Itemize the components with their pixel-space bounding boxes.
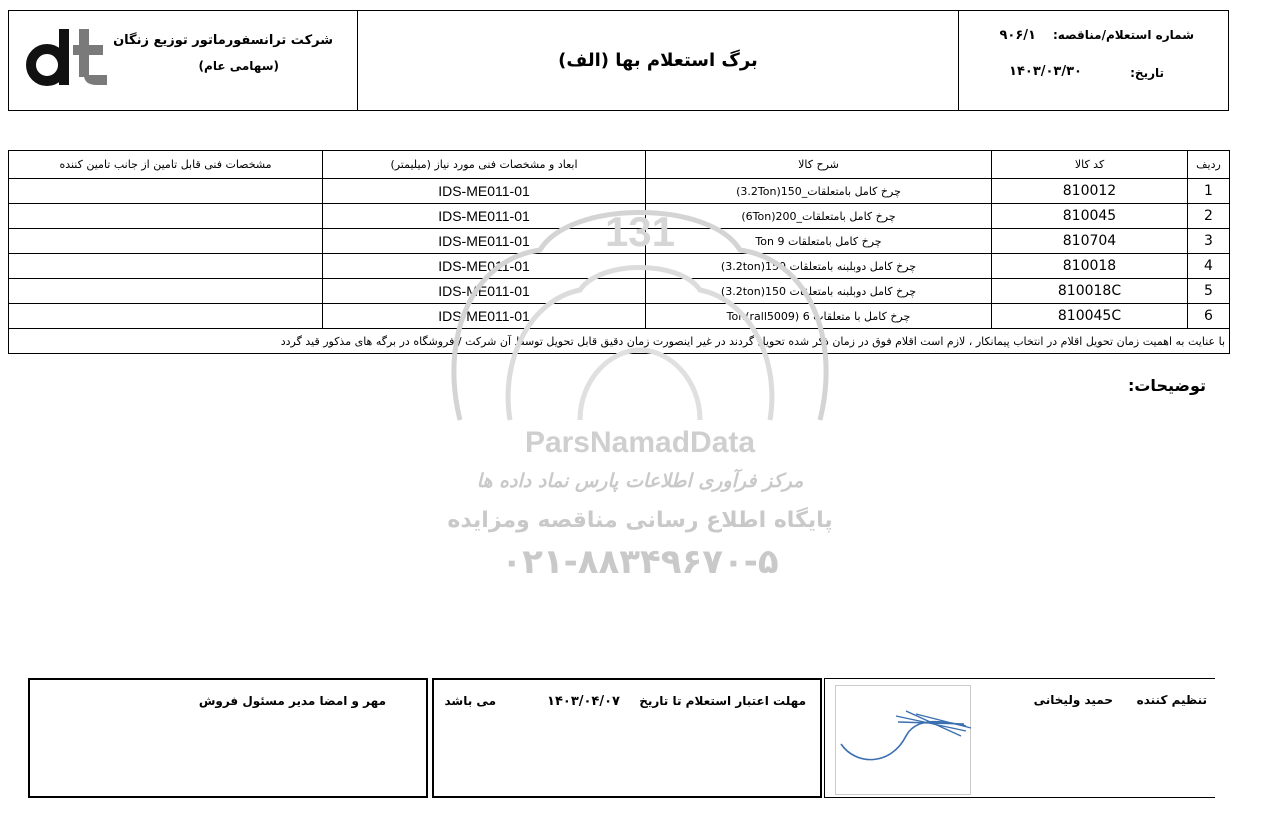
header-dimensions: ابعاد و مشخصات فنی مورد نیاز (میلیمتر) — [323, 151, 646, 179]
watermark-line-1: مرکز فرآوری اطلاعات پارس نماد داده ها — [476, 470, 804, 492]
header-supplier-specs: مشخصات فنی قابل تامین از جانب تامین کننده — [9, 151, 323, 179]
inquiry-number-label: شماره استعلام/مناقصه: — [1053, 28, 1194, 42]
row-number: 1 — [1188, 179, 1230, 204]
stamp-label: مهر و امضا مدیر مسئول فروش — [198, 694, 386, 708]
item-spec: IDS-ME011-01 — [323, 204, 646, 229]
watermark-digits: 131 — [604, 208, 676, 255]
item-description: چرخ کامل دوبلبنه بامتعلقات 150(3.2ton) — [646, 254, 992, 279]
item-description: چرخ کامل با متعلقات 6 (Ton(rall5009 — [646, 304, 992, 329]
inquiry-number: ۹۰۶/۱ — [999, 28, 1036, 43]
table-header-row — [9, 151, 1230, 179]
row-number: 5 — [1188, 279, 1230, 304]
validity-label: مهلت اعتبار استعلام تا تاریخ — [639, 694, 806, 708]
row-number: 6 — [1188, 304, 1230, 329]
item-code: 810704 — [992, 229, 1188, 254]
item-code: 810012 — [992, 179, 1188, 204]
item-description: چرخ کامل بامتعلقات 9 Ton — [646, 229, 992, 254]
item-spec: IDS-ME011-01 — [323, 279, 646, 304]
item-spec: IDS-ME011-01 — [323, 179, 646, 204]
signature-icon — [836, 686, 972, 796]
item-code: 810018C — [992, 279, 1188, 304]
watermark-line-2: پایگاه اطلاع رسانی مناقصه ومزایده — [447, 508, 833, 533]
items-table — [8, 150, 1230, 354]
company-block — [9, 11, 358, 110]
item-code: 810018 — [992, 254, 1188, 279]
supplier-spec-cell[interactable] — [9, 204, 323, 229]
row-number: 3 — [1188, 229, 1230, 254]
prepared-by-box — [824, 678, 1215, 798]
validity-suffix: می باشد — [444, 694, 496, 708]
header-code: کد کالا — [992, 151, 1188, 179]
delivery-note: با عنایت به اهمیت زمان تحویل اقلام در انتخاب پیمانکار ، لازم است اقلام فوق در زمان ذکر شده تحویل گردند در غیر اینصورت زمان دقیق قابل تحویل توسط آن شرکت / فروشگاه در برگه های مذکور قید گردد — [9, 329, 1230, 354]
table-row — [9, 279, 1230, 304]
row-number: 4 — [1188, 254, 1230, 279]
footer-signature-block — [28, 678, 1215, 798]
table-row — [9, 229, 1230, 254]
watermark-phone: ۰۲۱-۸۸۳۴۹۶۷۰-۵ — [501, 542, 779, 582]
company-type: (سهامی عام) — [198, 59, 279, 73]
supplier-spec-cell[interactable] — [9, 304, 323, 329]
item-description: چرخ کامل بامتعلقات_150(3.2Ton) — [646, 179, 992, 204]
item-description: چرخ کامل بامتعلقات_200(6Ton) — [646, 204, 992, 229]
sales-manager-box — [28, 678, 428, 798]
prepared-by-label: تنظیم کننده — [1136, 693, 1207, 707]
item-spec: IDS-ME011-01 — [323, 254, 646, 279]
signature-area — [835, 685, 971, 795]
table-row — [9, 204, 1230, 229]
title-block — [358, 11, 959, 110]
validity-date: ۱۴۰۳/۰۴/۰۷ — [547, 694, 620, 709]
table-row — [9, 254, 1230, 279]
row-number: 2 — [1188, 204, 1230, 229]
table-row — [9, 304, 1230, 329]
item-code: 810045 — [992, 204, 1188, 229]
item-spec: IDS-ME011-01 — [323, 229, 646, 254]
company-name: شرکت ترانسفورماتور توزیع زنگان — [113, 33, 333, 48]
date-value: ۱۴۰۳/۰۳/۳۰ — [1009, 64, 1082, 79]
meta-block — [959, 11, 1228, 110]
supplier-spec-cell[interactable] — [9, 229, 323, 254]
supplier-spec-cell[interactable] — [9, 279, 323, 304]
page-title: برگ استعلام بها (الف) — [558, 50, 758, 71]
watermark-brand: ParsNamadData — [524, 426, 756, 459]
supplier-spec-cell[interactable] — [9, 254, 323, 279]
notes-label: توضیحات: — [1127, 376, 1206, 395]
form-header — [8, 10, 1229, 111]
header-description: شرح کالا — [646, 151, 992, 179]
company-logo-icon — [23, 23, 115, 95]
date-label: تاریخ: — [1130, 66, 1164, 80]
item-code: 810045C — [992, 304, 1188, 329]
prepared-by-name: حمید ولیخانی — [1033, 693, 1113, 707]
supplier-spec-cell[interactable] — [9, 179, 323, 204]
item-description: چرخ کامل دوبلبنه بامتعلقات 150(3.2ton) — [646, 279, 992, 304]
table-note-row — [9, 329, 1230, 354]
validity-box — [432, 678, 822, 798]
header-row-number: ردیف — [1188, 151, 1230, 179]
table-row — [9, 179, 1230, 204]
item-spec: IDS-ME011-01 — [323, 304, 646, 329]
